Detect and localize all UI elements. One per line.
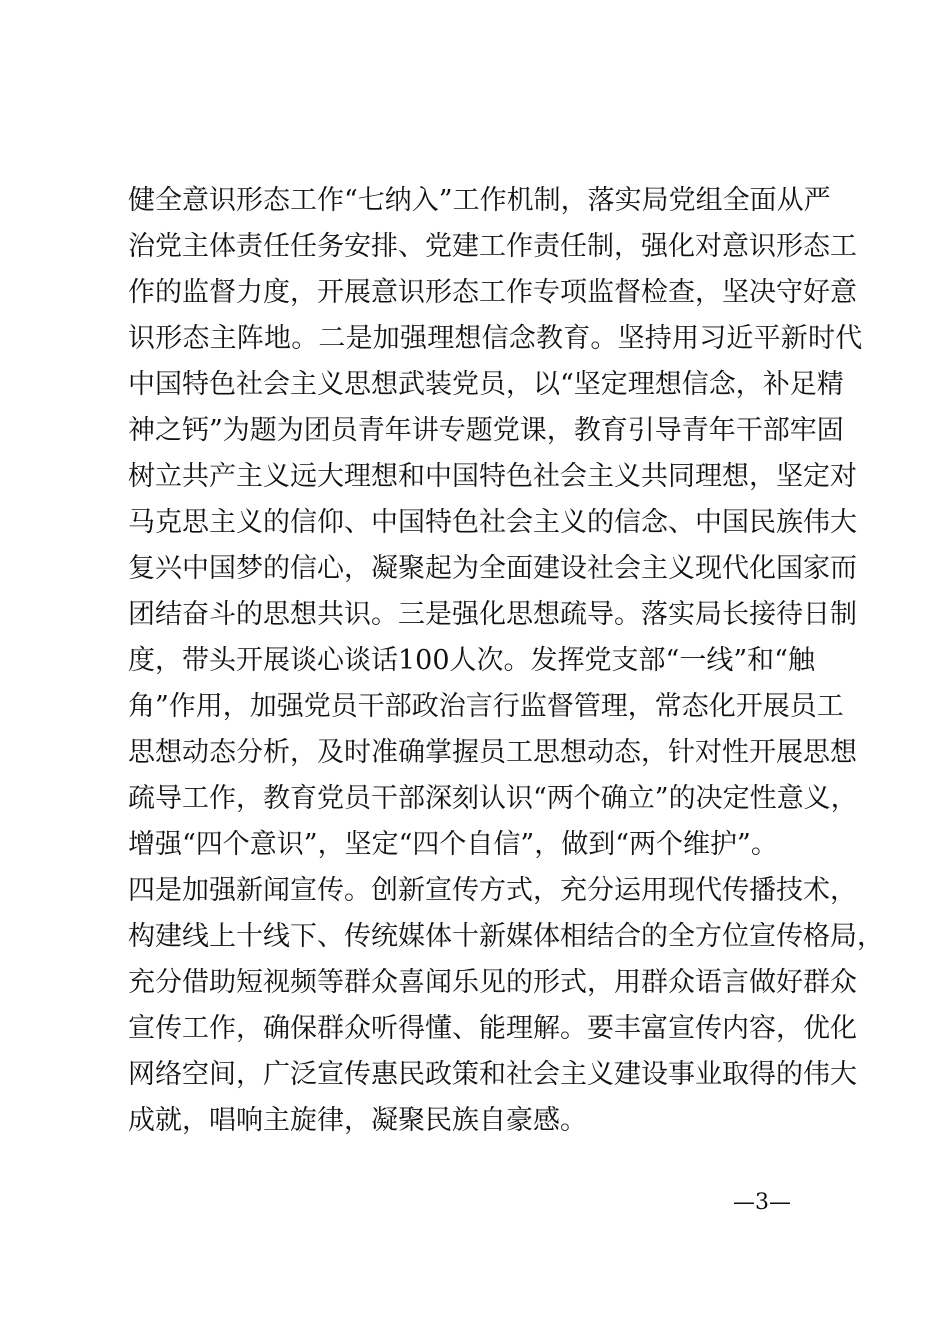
text-line: 角”作用，加强党员干部政治言行监督管理，常态化开展员工 (128, 691, 844, 722)
text-line: 增强“四个意识”，坚定“四个自信”，做到“两个维护”。 (128, 829, 778, 860)
text-line: 成就，唱响主旋律，凝聚民族自豪感。 (128, 1105, 587, 1136)
text-line: 树立共产主义远大理想和中国特色社会主义共同理想，坚定对 (128, 461, 857, 492)
text-line: 思想动态分析，及时准确掌握员工思想动态，针对性开展思想 (128, 737, 857, 768)
text-line: 马克思主义的信仰、中国特色社会主义的信念、中国民族伟大 (128, 507, 857, 538)
text-line: 度，带头开展谈心谈话100人次。发挥党支部“一线”和“触 (128, 645, 815, 676)
text-line: 神之钙”为题为团员青年讲专题党课，教育引导青年干部牢固 (128, 415, 844, 446)
text-line: 复兴中国梦的信心，凝聚起为全面建设社会主义现代化国家而 (128, 553, 857, 584)
text-line: 宣传工作，确保群众听得懂、能理解。要丰富宣传内容，优化 (128, 1013, 857, 1044)
text-line: 识形态主阵地。二是加强理想信念教育。坚持用习近平新时代 (128, 323, 863, 354)
body-paragraph (128, 178, 884, 1144)
text-line: 疏导工作，教育党员干部深刻认识“两个确立”的决定性意义， (128, 783, 858, 814)
text-line: 治党主体责任任务安排、党建工作责任制，强化对意识形态工 (128, 231, 857, 262)
page-number: —3— (733, 1190, 791, 1215)
text-line: 中国特色社会主义思想武装党员，以“坚定理想信念，补足精 (128, 369, 844, 400)
text-line: 健全意识形态工作“七纳入”工作机制，落实局党组全面从严 (128, 185, 831, 216)
text-line: 作的监督力度，开展意识形态工作专项监督检查，坚决守好意 (128, 277, 857, 308)
text-line: 构建线上十线下、传统媒体十新媒体相结合的全方位宣传格局， (128, 921, 884, 952)
text-line: 充分借助短视频等群众喜闻乐见的形式，用群众语言做好群众 (128, 967, 857, 998)
text-line: 网络空间，广泛宣传惠民政策和社会主义建设事业取得的伟大 (128, 1059, 857, 1090)
text-line: 四是加强新闻宣传。创新宣传方式，充分运用现代传播技术， (128, 875, 857, 906)
text-line: 团结奋斗的思想共识。三是强化思想疏导。落实局长接待日制 (128, 599, 857, 630)
